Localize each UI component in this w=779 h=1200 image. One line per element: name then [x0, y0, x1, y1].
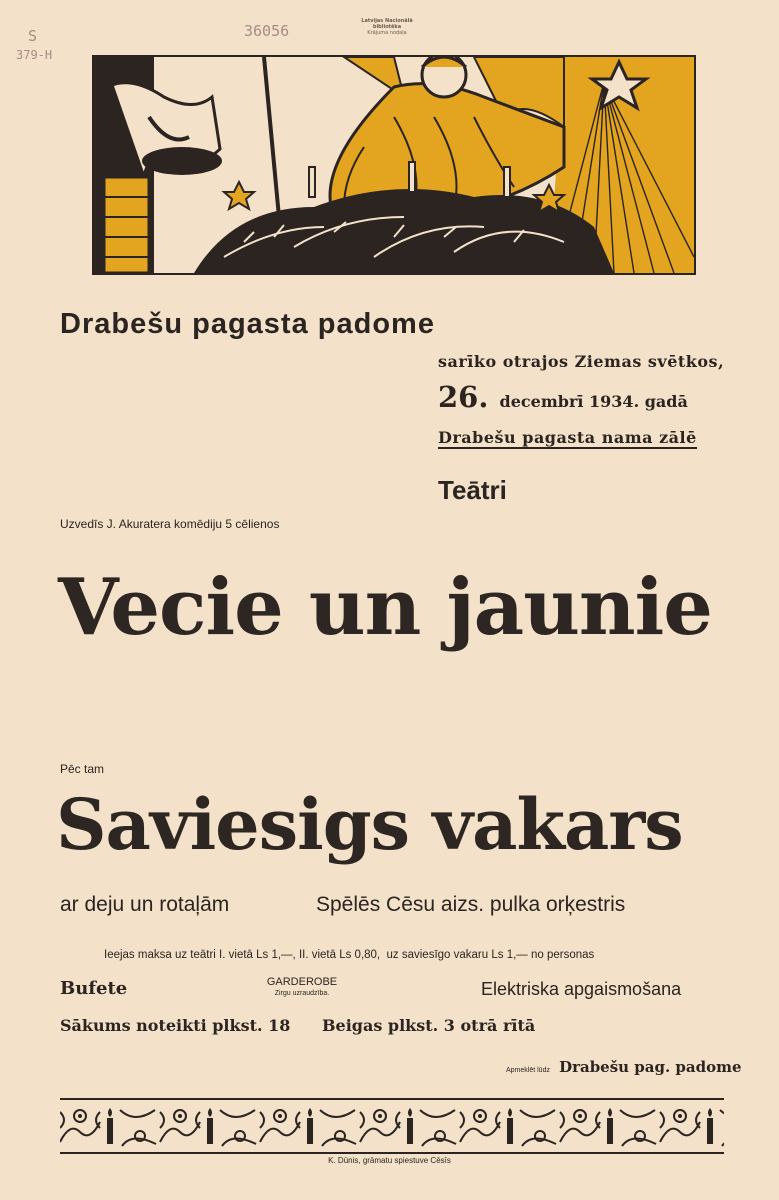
invite-big: Drabešu pag. padome	[559, 1058, 742, 1076]
margin-note-code: 379-H	[16, 48, 53, 62]
bell-icon	[94, 57, 222, 273]
margin-note-s: S	[28, 27, 38, 45]
border-pattern	[60, 1100, 724, 1148]
cloakroom-sub: Zirgu uzraudzība.	[274, 990, 330, 997]
date-rest: decembrī 1934. gadā	[499, 392, 688, 411]
evening-title: Saviesigs vakars	[56, 783, 683, 866]
venue: Drabešu pagasta nama zālē	[438, 428, 697, 447]
ticket-prices: Ieejas maksa uz teātri I. vietā Ls 1,—, II. vietā Ls 0,80, uz saviesīgo vakaru Ls 1,— no personas	[104, 949, 595, 961]
date-day: 26.	[438, 380, 489, 414]
evening-detail-left: ar deju un rotaļām	[60, 893, 230, 916]
evening-intro: Pēc tam	[60, 762, 105, 776]
end-time: Beigas plkst. 3 otrā rītā	[322, 1016, 536, 1035]
inventory-number: 36056	[244, 22, 290, 40]
event-type: Teātri	[438, 475, 507, 505]
evergreen-branches	[194, 182, 614, 273]
christmas-illustration	[92, 55, 696, 275]
event-line: sarīko otrajos Ziemas svētkos,	[438, 352, 725, 371]
illustration-svg	[94, 57, 694, 273]
invite-small: Apmeklēt lūdz	[506, 1067, 550, 1074]
library-stamp	[352, 18, 422, 36]
library-stamp-line2: Krājuma nodaļa	[367, 30, 407, 36]
buffet-label: Bufete	[60, 978, 128, 999]
organizer-title: Drabešu pagasta padome	[60, 308, 435, 340]
printer-imprint: K. Dūnis, grāmatu spiestuve Cēsīs	[328, 1156, 451, 1165]
play-intro: Uzvedīs J. Akuratera komēdiju 5 cēlienos	[60, 517, 280, 531]
lighting-label: Elektriska apgaismošana	[481, 979, 682, 999]
play-title: Vecie un jaunie	[58, 562, 712, 653]
event-date	[438, 380, 688, 414]
start-time: Sākums noteikti plkst. 18	[60, 1016, 291, 1035]
cloakroom	[264, 976, 340, 997]
invitation	[506, 1057, 742, 1076]
evening-detail-right: Spēlēs Cēsu aizs. pulka orķestris	[316, 893, 626, 916]
decorative-border	[60, 1098, 724, 1154]
library-stamp-line1: Latvijas Nacionālā bibliotēka	[361, 18, 413, 30]
cloakroom-label: GARDEROBE	[266, 976, 338, 988]
